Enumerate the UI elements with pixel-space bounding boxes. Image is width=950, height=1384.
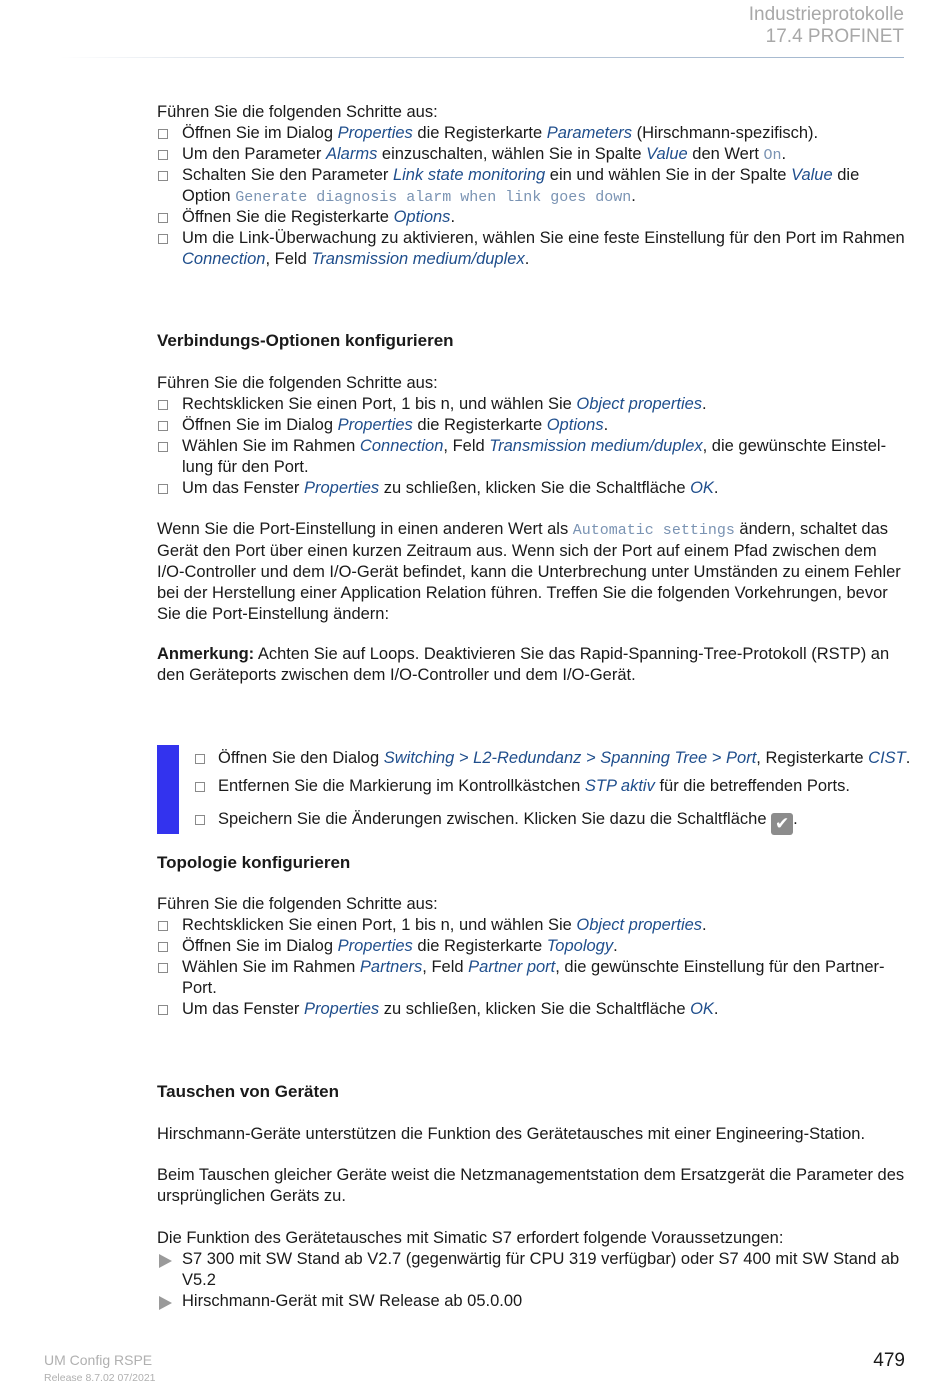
checkbox-icon [195, 815, 205, 825]
triangle-bullet-icon [159, 1296, 172, 1310]
bullet-item: S7 300 mit SW Stand ab V2.7 (gegenwärtig für CPU 319 verfügbar) oder S7 400 mit SW Stand ab V5.2 [157, 1249, 907, 1291]
steps-intro: Führen Sie die folgenden Schritte aus: [157, 103, 438, 121]
footer-doc-title: UM Config RSPE [44, 1352, 153, 1368]
save-checkmark-icon: ✔ [771, 813, 793, 835]
note-step-item: Speichern Sie die Änderungen zwischen. Klicken Sie dazu die Schaltfläche ✔ . [194, 809, 914, 835]
body-paragraph: Hirschmann-Geräte unterstützen die Funktion des Gerätetausches mit einer Engineering-Station. [157, 1125, 866, 1143]
note-step-item: Entfernen Sie die Markierung im Kontrollkästchen STP aktiv für die betreffenden Ports. [194, 776, 914, 797]
header-rule [60, 57, 904, 58]
step-item: Um das Fenster Properties zu schließen, klicken Sie die Schaltfläche OK. [157, 478, 907, 499]
note-step-item: Öffnen Sie den Dialog Switching > L2-Redundanz > Spanning Tree > Port, Registerkarte CIST. [194, 748, 914, 769]
section-heading: Tauschen von Geräten [157, 1082, 340, 1101]
page-header-chapter: Industrieprotokolle [748, 4, 904, 25]
checkbox-icon [158, 234, 168, 244]
section-heading: Topologie konfigurieren [157, 853, 351, 872]
step-item: Um das Fenster Properties zu schließen, klicken Sie die Schaltfläche OK. [157, 999, 907, 1020]
checkbox-icon [158, 1005, 168, 1015]
checkbox-icon [158, 129, 168, 139]
step-item: Rechtsklicken Sie einen Port, 1 bis n, und wählen Sie Object properties. [157, 394, 907, 415]
checkbox-icon [195, 782, 205, 792]
step-item: Öffnen Sie die Registerkarte Options. [157, 207, 907, 228]
page-number: 479 [873, 1350, 905, 1371]
checkbox-icon [158, 921, 168, 931]
checkbox-icon [195, 754, 205, 764]
step-item: Öffnen Sie im Dialog Properties die Registerkarte Parameters (Hirschmann-spezifisch). [157, 123, 907, 144]
section-heading: Verbindungs-Optionen konfigurieren [157, 331, 454, 350]
checkbox-icon [158, 421, 168, 431]
note-paragraph: Anmerkung: Achten Sie auf Loops. Deaktivieren Sie das Rapid-Spanning-Tree-Protokoll (RSTP) an den Geräteports zwischen dem I/O-Controller und dem I/O-Gerät. [157, 645, 890, 684]
checkbox-icon [158, 484, 168, 494]
triangle-bullet-icon [159, 1254, 172, 1268]
steps-intro: Führen Sie die folgenden Schritte aus: [157, 895, 438, 913]
body-paragraph: Wenn Sie die Port-Einstellung in einen anderen Wert als Automatic settings ändern, schaltet das Gerät den Port über einen kurzen Zeitraum aus. Wenn sich der Port auf einem Pfad zwischen dem I/O-Controller und dem I/O-Gerät befindet, kann die Unterbrechung unter Umständen zu einem Fehler bei der Herstellung einer Application Relation führen. Treffen Sie die folgenden Vorkehrungen, bevor Sie die Port-Einstellung ändern: [157, 520, 901, 623]
step-item: Wählen Sie im Rahmen Connection, Feld Transmission medium/duplex, die gewünschte Einstel-lung für den Port. [157, 436, 907, 478]
step-item: Um den Parameter Alarms einzuschalten, wählen Sie in Spalte Value den Wert On. [157, 144, 907, 166]
step-item: Öffnen Sie im Dialog Properties die Registerkarte Options. [157, 415, 907, 436]
checkbox-icon [158, 171, 168, 181]
checkbox-icon [158, 963, 168, 973]
checkbox-icon [158, 442, 168, 452]
steps-intro: Führen Sie die folgenden Schritte aus: [157, 374, 438, 392]
checkbox-icon [158, 150, 168, 160]
step-item: Schalten Sie den Parameter Link state monitoring ein und wählen Sie in der Spalte Value die Option Generate diagnosis alarm when link goes down. [157, 165, 907, 208]
step-item: Öffnen Sie im Dialog Properties die Registerkarte Topology. [157, 936, 907, 957]
note-accent-bar [157, 745, 179, 834]
footer-release: Release 8.7.02 07/2021 [44, 1372, 156, 1384]
checkbox-icon [158, 213, 168, 223]
step-item: Um die Link-Überwachung zu aktivieren, wählen Sie eine feste Einstellung für den Port im Rahmen Connection, Feld Transmission medium/duplex. [157, 228, 907, 270]
page-header-section: 17.4 PROFINET [765, 26, 904, 47]
step-item: Rechtsklicken Sie einen Port, 1 bis n, und wählen Sie Object properties. [157, 915, 907, 936]
checkbox-icon [158, 942, 168, 952]
body-paragraph: Beim Tauschen gleicher Geräte weist die Netzmanagementstation dem Ersatzgerät die Parameter des ursprünglichen Geräts zu. [157, 1166, 905, 1205]
body-paragraph: Die Funktion des Gerätetausches mit Simatic S7 erfordert folgende Voraussetzungen: [157, 1229, 784, 1247]
checkbox-icon [158, 400, 168, 410]
step-item: Wählen Sie im Rahmen Partners, Feld Partner port, die gewünschte Einstellung für den Partner-Port. [157, 957, 907, 999]
bullet-item: Hirschmann-Gerät mit SW Release ab 05.0.00 [157, 1291, 907, 1312]
